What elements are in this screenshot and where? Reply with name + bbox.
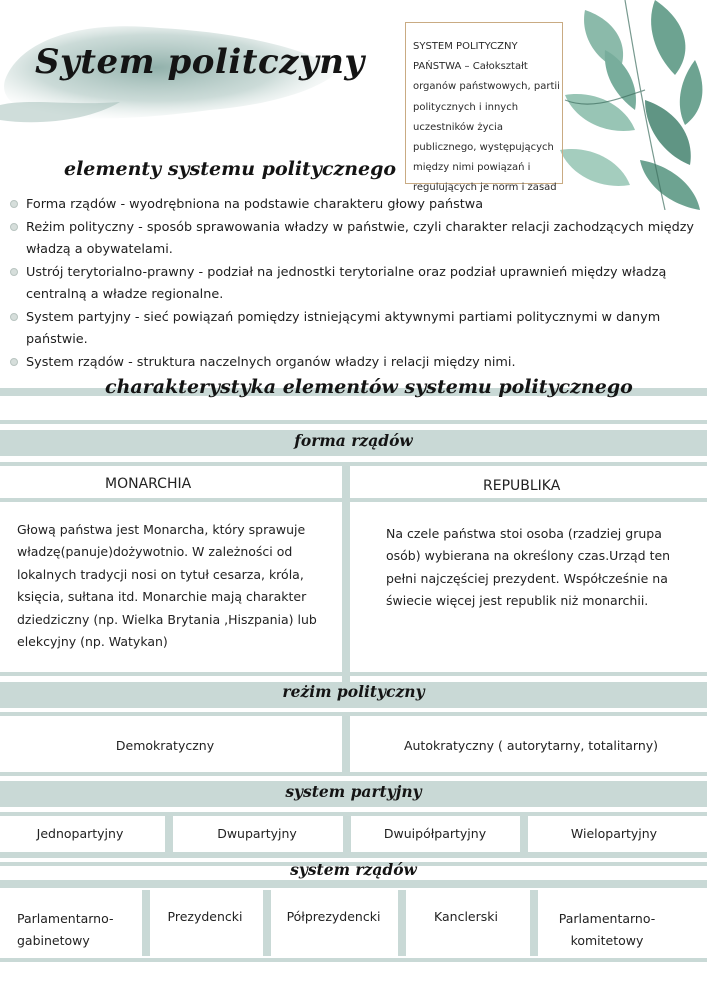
partyjny-item: Dwuipółpartyjny [383,826,487,841]
column-divider [520,816,528,852]
section-heading-rzadow: system rządów [290,860,417,879]
bullet-dot-icon [10,200,18,208]
republika-title: REPUBLIKA [483,478,561,494]
decor-stripe [0,712,707,716]
column-divider [342,466,350,682]
rzadow-item: Prezydencki [167,909,243,924]
characteristics-heading: charakterystyka elementów systemu politycznego [105,376,633,398]
decor-stripe [0,772,707,776]
list-item: System partyjny - sieć powiązań pomiędzy istniejącymi aktywnymi partiami politycznymi w danym państwie. [10,307,700,352]
column-divider [530,890,538,956]
decor-stripe [350,498,707,502]
rzadow-item: Parlamentarno-komitetowy [558,911,656,948]
list-item: Forma rządów - wyodrębniona na podstawie charakteru głowy państwa [10,194,700,217]
republika-description: Na czele państwa stoi osoba (rzadziej grupa osób) wybierana na określony czas.Urząd ten pełni najczęściej prezydent. Współcześnie na świecie więcej jest republik niż monarchii. [386,526,671,609]
decor-stripe [0,462,707,466]
bullet-dot-icon [10,268,18,276]
bullet-dot-icon [10,313,18,321]
partyjny-item: Dwupartyjny [217,826,297,841]
column-divider [142,890,150,956]
partyjny-item: Jednopartyjny [36,826,124,841]
elements-list [10,194,700,374]
decor-stripe [0,812,707,816]
bullet-dot-icon [10,358,18,366]
list-item: Ustrój terytorialno-prawny - podział na jednostki terytorialne oraz podział uprawnień między władzą centralną a władze regionalne. [10,262,700,307]
rezim-item: Demokratyczny [115,738,215,753]
decor-stripe [0,672,707,676]
page-title: Sytem politczyny [35,42,365,82]
list-item: System rządów - struktura naczelnych organów władzy i relacji między nimi. [10,352,700,375]
monarchia-description: Głową państwa jest Monarcha, który sprawuje władzę(panuje)dożywotnio. W zależności od lokalnych tradycji nosi on tytuł cesarza, króla, księcia, sułtana itd. Monarchie mają charakter dziedziczny (np. Wielka Brytania ,Hiszpania) lub elekcyjny (np. Watykan) [17,522,317,650]
section-heading-partyjny: system partyjny [285,782,422,801]
monarchia-title: MONARCHIA [105,476,192,492]
rezim-item: Autokratyczny ( autorytarny, totalitarny) [403,738,659,753]
column-divider [263,890,271,956]
partyjny-item: Wielopartyjny [570,826,658,841]
column-divider [398,890,406,956]
rzadow-item: Parlamentarno-gabinetowy [17,911,114,948]
column-divider [343,816,351,852]
section-heading-rezim: reżim polityczny [282,682,425,701]
decor-band [0,852,707,858]
decor-stripe [0,498,342,502]
column-divider [165,816,173,852]
definition-heading: SYSTEM POLITYCZNY PAŃSTWA [413,41,518,73]
bullet-dot-icon [10,223,18,231]
elements-heading: elementy systemu politycznego [64,158,397,180]
decor-stripe [0,958,707,962]
list-item: Reżim polityczny - sposób sprawowania władzy w państwie, czyli charakter relacji zachodzących między władzą a obywatelami. [10,217,700,262]
decor-stripe [0,420,707,424]
section-heading-forma: forma rządów [294,431,413,450]
column-divider [342,716,350,776]
definition-box [413,37,563,199]
definition-text: – Całokształt organów państwowych, partii politycznych i innych uczestników życia publicznego, występujących między nimi powiązań i regulujących je norm i zasad [413,61,560,194]
rzadow-item: Półprezydencki [286,909,381,924]
eucalyptus-leaves-illustration [545,0,707,210]
decor-band [0,880,707,888]
rzadow-item: Kanclerski [434,909,498,924]
